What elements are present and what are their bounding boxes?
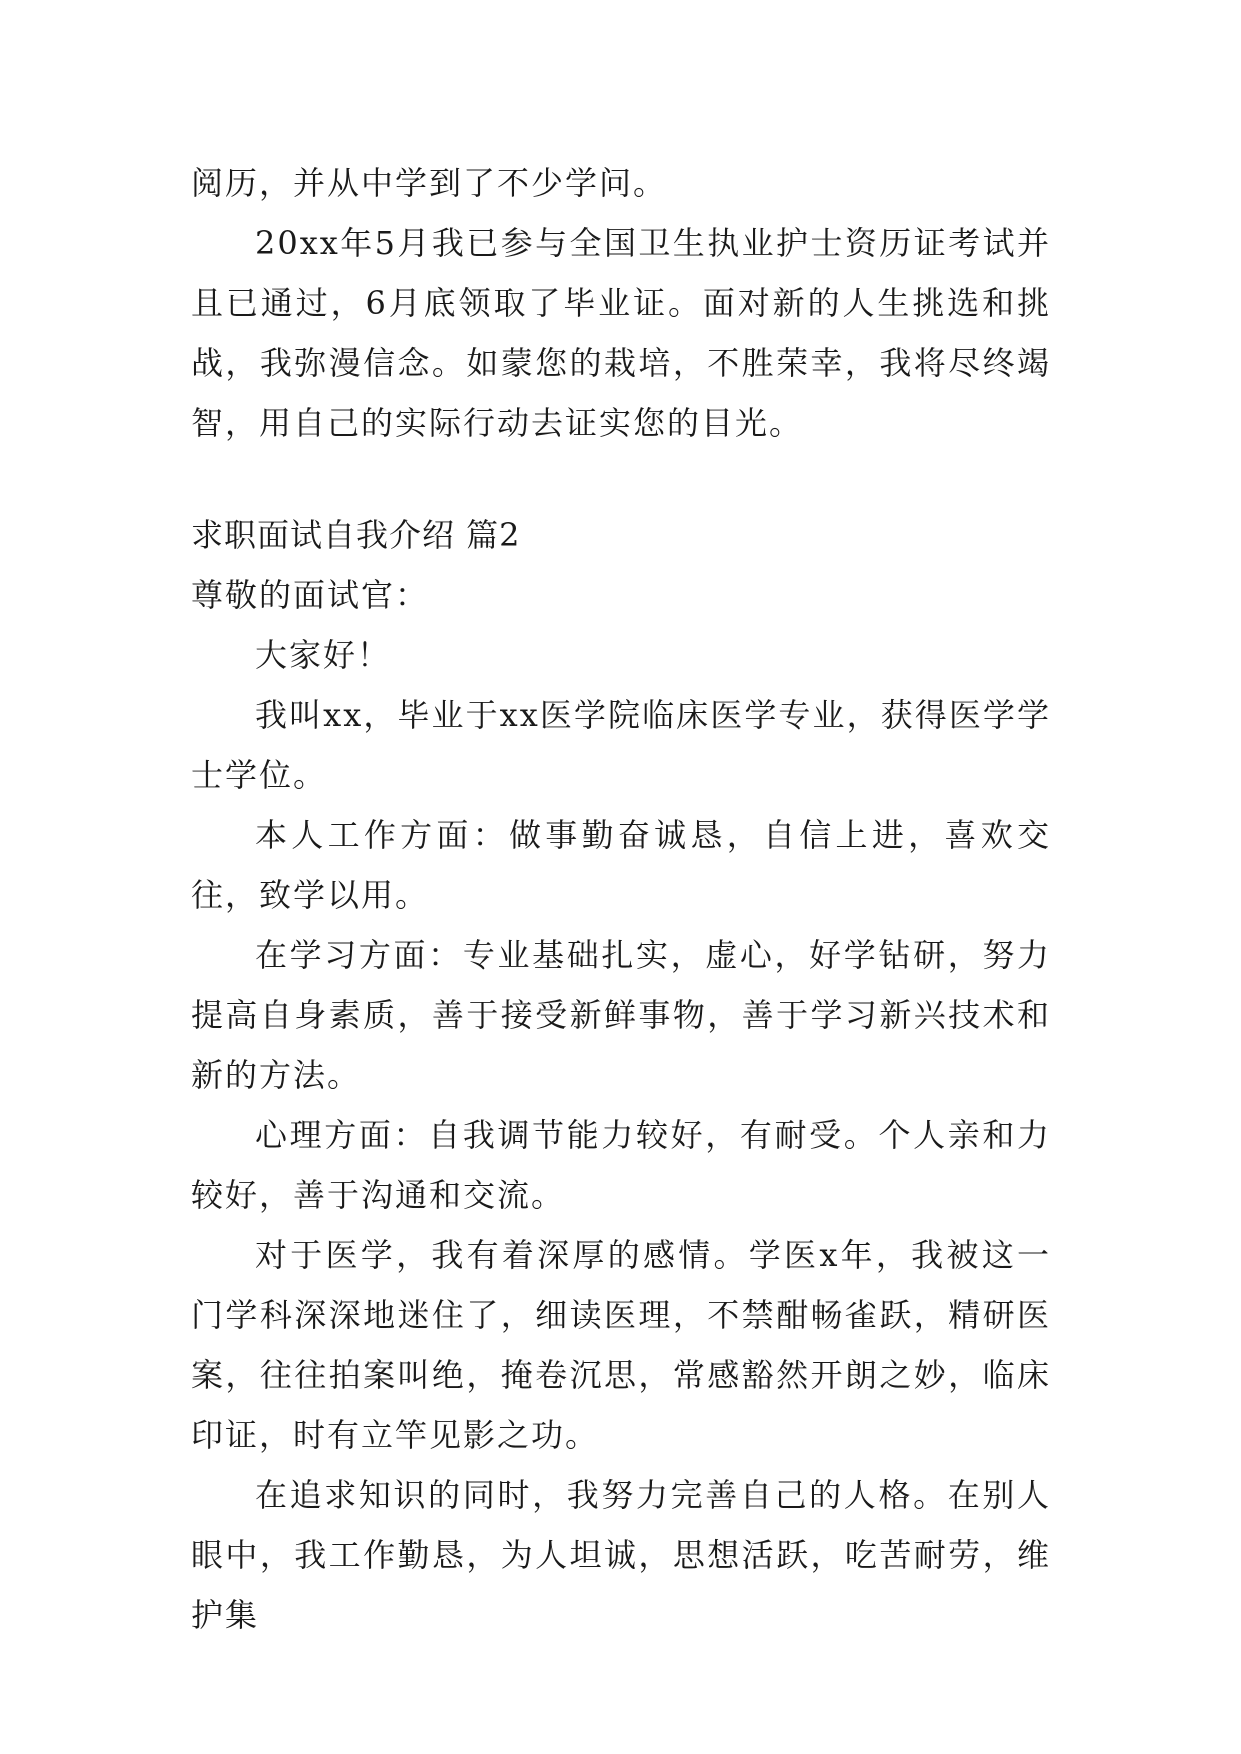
paragraph-work: 本人工作方面：做事勤奋诚恳，自信上进，喜欢交往，致学以用。 (191, 816, 1051, 914)
salutation: 尊敬的面试官： (191, 576, 430, 614)
document-body (191, 153, 1051, 1645)
paragraph-greeting: 大家好！ (255, 636, 392, 674)
paragraph-character: 在追求知识的同时，我努力完善自己的人格。在别人眼中，我工作勤恳，为人坦诚，思想活跃，吃苦耐劳，维护集 (191, 1476, 1051, 1634)
paragraph-continuation: 阅历，并从中学到了不少学问。 (191, 164, 668, 202)
paragraph-study: 在学习方面：专业基础扎实，虚心，好学钻研，努力提高自身素质，善于接受新鲜事物，善于学习新兴技术和新的方法。 (191, 936, 1051, 1094)
section-title: 求职面试自我介绍 篇2 (191, 516, 521, 554)
paragraph-intro: 我叫xx，毕业于xx医学院临床医学专业，获得医学学士学位。 (191, 696, 1051, 794)
paragraph-medicine: 对于医学，我有着深厚的感情。学医x年，我被这一门学科深深地迷住了，细读医理，不禁酣畅雀跃，精研医案，往往拍案叫绝，掩卷沉思，常感豁然开朗之妙，临床印证，时有立竿见影之功。 (191, 1236, 1051, 1454)
paragraph-exam: 20xx年5月我已参与全国卫生执业护士资历证考试并且已通过，6月底领取了毕业证。面对新的人生挑选和挑战，我弥漫信念。如蒙您的栽培，不胜荣幸，我将尽终竭智，用自己的实际行动去证实您的目光。 (191, 224, 1051, 442)
paragraph-psychology: 心理方面：自我调节能力较好，有耐受。个人亲和力较好，善于沟通和交流。 (191, 1116, 1051, 1214)
